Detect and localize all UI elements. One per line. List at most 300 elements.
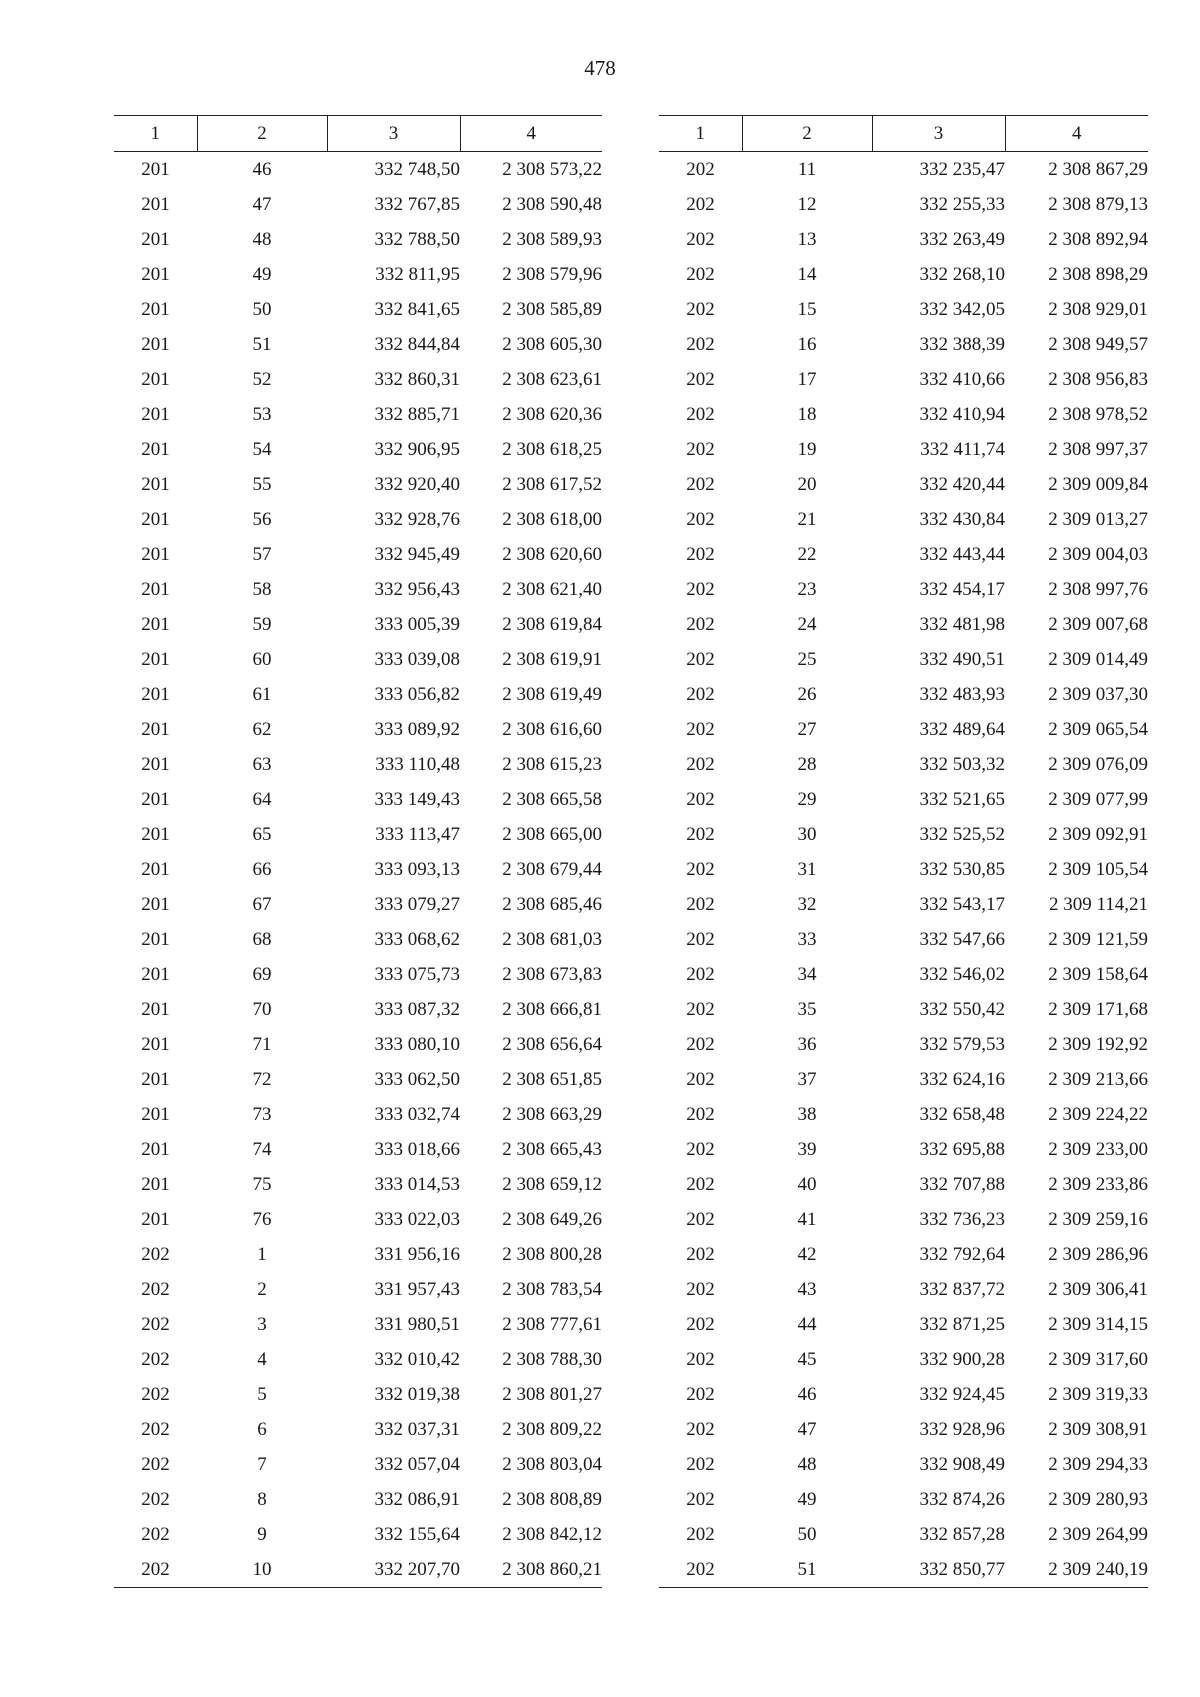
table-row: [114, 1307, 602, 1342]
coordinate-y-cell: 2 308 649,26: [502, 1208, 602, 1230]
contour-number-cell: 201: [141, 823, 170, 845]
contour-number-cell: 201: [141, 858, 170, 880]
coordinate-y-cell: 2 308 879,13: [1048, 193, 1148, 215]
coordinate-x-cell: 332 658,48: [919, 1103, 1005, 1125]
coordinate-x-cell: 332 550,42: [919, 998, 1005, 1020]
table-row: [659, 922, 1148, 957]
table-row: [659, 1552, 1148, 1588]
table-row: [114, 1167, 602, 1202]
coordinate-x-cell: 332 844,84: [374, 333, 460, 355]
table-row: [659, 1517, 1148, 1552]
contour-number-cell: 201: [141, 683, 170, 705]
point-number-cell: 54: [252, 438, 272, 460]
point-number-cell: 59: [252, 613, 272, 635]
coordinate-x-cell: 332 837,72: [919, 1278, 1005, 1300]
coordinate-y-cell: 2 309 077,99: [1048, 788, 1148, 810]
table-row: [114, 1517, 602, 1552]
coordinate-y-cell: 2 308 615,23: [502, 753, 602, 775]
coordinate-y-cell: 2 308 842,12: [502, 1523, 602, 1545]
point-number-cell: 40: [797, 1173, 817, 1195]
point-number-cell: 56: [252, 508, 272, 530]
coordinate-y-cell: 2 308 617,52: [502, 473, 602, 495]
contour-number-cell: 202: [686, 508, 715, 530]
table-row: [659, 1202, 1148, 1237]
coordinate-x-cell: 333 110,48: [375, 753, 460, 775]
coordinate-y-cell: 2 308 860,21: [460, 1552, 602, 1588]
point-number-cell: 34: [797, 963, 817, 985]
table-row: [659, 327, 1148, 362]
coordinate-y-cell: 2 309 007,68: [1048, 613, 1148, 635]
table-row: [659, 677, 1148, 712]
coordinate-y-cell: 2 309 076,09: [1048, 753, 1148, 775]
table-row: [659, 712, 1148, 747]
point-number-cell: 60: [252, 648, 272, 670]
coordinate-x-cell: 332 748,50: [374, 158, 460, 180]
coordinate-x-cell: 332 841,65: [374, 298, 460, 320]
coordinate-y-cell: 2 308 777,61: [502, 1313, 602, 1335]
coordinate-x-cell: 331 956,16: [374, 1243, 460, 1265]
coordinate-x-cell: 332 207,70: [327, 1552, 460, 1588]
coordinate-x-cell: 332 490,51: [919, 648, 1005, 670]
coordinate-x-cell: 332 235,47: [919, 158, 1005, 180]
point-number-cell: 30: [797, 823, 817, 845]
point-number-cell: 63: [252, 753, 272, 775]
coordinate-y-cell: 2 309 213,66: [1048, 1068, 1148, 1090]
table-row: [114, 1482, 602, 1517]
table-row: [659, 537, 1148, 572]
coordinate-x-cell: 332 956,43: [374, 578, 460, 600]
point-number-cell: 69: [252, 963, 272, 985]
coordinate-y-cell: 2 309 306,41: [1048, 1278, 1148, 1300]
point-number-cell: 4: [257, 1348, 267, 1370]
point-number-cell: 29: [797, 788, 817, 810]
table-row: [114, 152, 602, 188]
coordinate-y-cell: 2 308 801,27: [502, 1383, 602, 1405]
contour-number-cell: 202: [686, 648, 715, 670]
contour-number-cell: 202: [686, 1348, 715, 1370]
contour-number-cell: 201: [141, 718, 170, 740]
contour-number-cell: 201: [141, 403, 170, 425]
table-row: [114, 1377, 602, 1412]
point-number-cell: 68: [252, 928, 272, 950]
coordinate-y-cell: 2 308 681,03: [502, 928, 602, 950]
point-number-cell: 26: [797, 683, 817, 705]
coordinate-y-cell: 2 308 573,22: [502, 158, 602, 180]
contour-number-cell: 202: [686, 368, 715, 390]
contour-number-cell: 202: [686, 1418, 715, 1440]
coordinate-x-cell: 332 521,65: [919, 788, 1005, 810]
coordinate-y-cell: 2 308 666,81: [502, 998, 602, 1020]
table-row: [659, 1342, 1148, 1377]
point-number-cell: 33: [797, 928, 817, 950]
coordinate-x-cell: 332 503,32: [919, 753, 1005, 775]
contour-number-cell: 202: [686, 438, 715, 460]
table-row: [114, 502, 602, 537]
contour-number-cell: 202: [686, 1173, 715, 1195]
contour-number-cell: 202: [686, 228, 715, 250]
table-row: [114, 1027, 602, 1062]
point-number-cell: 46: [252, 158, 272, 180]
coordinate-y-cell: 2 308 590,48: [502, 193, 602, 215]
point-number-cell: 45: [797, 1348, 817, 1370]
table-row: [659, 1237, 1148, 1272]
point-number-cell: 47: [252, 193, 272, 215]
coordinate-x-cell: 332 945,49: [374, 543, 460, 565]
coordinate-y-cell: 2 308 949,57: [1048, 333, 1148, 355]
point-number-cell: 52: [252, 368, 272, 390]
point-number-cell: 15: [797, 298, 817, 320]
contour-number-cell: 202: [686, 858, 715, 880]
table-row: [659, 1447, 1148, 1482]
column-header: 1: [659, 116, 742, 152]
coordinate-x-cell: 331 957,43: [374, 1278, 460, 1300]
contour-number-cell: 202: [686, 1068, 715, 1090]
point-number-cell: 3: [257, 1313, 267, 1335]
contour-number-cell: 202: [686, 753, 715, 775]
coordinate-y-cell: 2 308 618,00: [502, 508, 602, 530]
point-number-cell: 38: [797, 1103, 817, 1125]
contour-number-cell: 202: [686, 263, 715, 285]
contour-number-cell: 202: [686, 403, 715, 425]
coordinate-y-cell: 2 308 803,04: [502, 1453, 602, 1475]
coordinate-x-cell: 333 018,66: [374, 1138, 460, 1160]
point-number-cell: 76: [252, 1208, 272, 1230]
column-header: 2: [742, 116, 872, 152]
table-row: [114, 1447, 602, 1482]
coordinate-x-cell: 332 410,94: [919, 403, 1005, 425]
coordinate-y-cell: 2 308 892,94: [1048, 228, 1148, 250]
table-row: [659, 292, 1148, 327]
table-row: [114, 1272, 602, 1307]
contour-number-cell: 202: [686, 1208, 715, 1230]
table-row: [114, 397, 602, 432]
coordinate-x-cell: 332 850,77: [872, 1552, 1005, 1588]
point-number-cell: 48: [797, 1453, 817, 1475]
coordinate-y-cell: 2 308 619,49: [502, 683, 602, 705]
coordinate-x-cell: 332 420,44: [919, 473, 1005, 495]
table-row: [114, 1342, 602, 1377]
point-number-cell: 58: [252, 578, 272, 600]
contour-number-cell: 202: [686, 473, 715, 495]
contour-number-cell: 202: [686, 823, 715, 845]
point-number-cell: 39: [797, 1138, 817, 1160]
coordinate-x-cell: 332 010,42: [374, 1348, 460, 1370]
table-row: [114, 537, 602, 572]
table-row: [114, 712, 602, 747]
point-number-cell: 31: [797, 858, 817, 880]
table-row: [114, 817, 602, 852]
contour-number-cell: 201: [141, 1138, 170, 1160]
coordinate-x-cell: 333 022,03: [374, 1208, 460, 1230]
coordinate-x-cell: 333 080,10: [374, 1033, 460, 1055]
column-header: 2: [197, 116, 327, 152]
table-row: [659, 1377, 1148, 1412]
point-number-cell: 32: [797, 893, 817, 915]
point-number-cell: 70: [252, 998, 272, 1020]
contour-number-cell: 201: [141, 263, 170, 285]
table-row: [659, 852, 1148, 887]
point-number-cell: 50: [252, 298, 272, 320]
table-row: [114, 957, 602, 992]
table-row: [114, 432, 602, 467]
coordinate-y-cell: 2 308 673,83: [502, 963, 602, 985]
coordinate-x-cell: 332 928,96: [919, 1418, 1005, 1440]
coordinate-y-cell: 2 308 800,28: [502, 1243, 602, 1265]
table-row: [114, 1412, 602, 1447]
contour-number-cell: 202: [686, 1033, 715, 1055]
table-row: [114, 362, 602, 397]
coordinate-x-cell: 332 920,40: [374, 473, 460, 495]
table-row: [114, 852, 602, 887]
table-row: [659, 187, 1148, 222]
coordinate-y-cell: 2 309 259,16: [1048, 1208, 1148, 1230]
point-number-cell: 73: [252, 1103, 272, 1125]
point-number-cell: 8: [257, 1488, 267, 1510]
coordinate-y-cell: 2 308 997,76: [1048, 578, 1148, 600]
point-number-cell: 46: [797, 1383, 817, 1405]
table-row: [114, 1237, 602, 1272]
table-row: [114, 992, 602, 1027]
coordinate-x-cell: 332 908,49: [919, 1453, 1005, 1475]
coordinate-y-cell: 2 309 233,86: [1048, 1173, 1148, 1195]
coordinate-x-cell: 332 624,16: [919, 1068, 1005, 1090]
table-row: [659, 1482, 1148, 1517]
contour-number-cell: 202: [141, 1383, 170, 1405]
table-row: [114, 922, 602, 957]
coordinate-x-cell: 332 811,95: [375, 263, 460, 285]
coordinate-y-cell: 2 309 037,30: [1048, 683, 1148, 705]
coordinate-y-cell: 2 308 665,43: [502, 1138, 602, 1160]
contour-number-cell: 201: [141, 158, 170, 180]
table-row: [659, 747, 1148, 782]
contour-number-cell: 201: [141, 508, 170, 530]
contour-number-cell: 201: [141, 1208, 170, 1230]
coordinate-x-cell: 333 093,13: [374, 858, 460, 880]
coordinate-x-cell: 333 062,50: [374, 1068, 460, 1090]
table-row: [114, 747, 602, 782]
coordinate-y-cell: 2 309 121,59: [1048, 928, 1148, 950]
coordinate-y-cell: 2 308 620,36: [502, 403, 602, 425]
coordinate-x-cell: 333 014,53: [374, 1173, 460, 1195]
coordinate-y-cell: 2 308 585,89: [502, 298, 602, 320]
point-number-cell: 55: [252, 473, 272, 495]
table-row: [659, 1167, 1148, 1202]
point-number-cell: 2: [257, 1278, 267, 1300]
coordinate-x-cell: 332 525,52: [919, 823, 1005, 845]
contour-number-cell: 202: [141, 1348, 170, 1370]
coordinate-y-cell: 2 308 659,12: [502, 1173, 602, 1195]
table-row: [659, 397, 1148, 432]
coordinate-x-cell: 332 579,53: [919, 1033, 1005, 1055]
table-row: [659, 1027, 1148, 1062]
point-number-cell: 28: [797, 753, 817, 775]
coordinate-x-cell: 332 530,85: [919, 858, 1005, 880]
coordinate-x-cell: 333 068,62: [374, 928, 460, 950]
page-number: 478: [584, 56, 616, 80]
coordinate-x-cell: 332 788,50: [374, 228, 460, 250]
coordinate-y-cell: 2 308 619,84: [502, 613, 602, 635]
point-number-cell: 37: [797, 1068, 817, 1090]
coordinate-y-cell: 2 309 264,99: [1048, 1523, 1148, 1545]
table-row: [659, 782, 1148, 817]
coordinate-y-cell: 2 309 233,00: [1048, 1138, 1148, 1160]
column-header: 4: [1005, 116, 1148, 152]
contour-number-cell: 202: [686, 1523, 715, 1545]
column-header: 3: [872, 116, 1005, 152]
table-row: [659, 1097, 1148, 1132]
point-number-cell: 1: [257, 1243, 267, 1265]
coordinate-y-cell: 2 308 679,44: [502, 858, 602, 880]
contour-number-cell: 202: [686, 613, 715, 635]
point-number-cell: 6: [257, 1418, 267, 1440]
contour-number-cell: 202: [114, 1552, 197, 1588]
contour-number-cell: 202: [141, 1488, 170, 1510]
coordinate-y-cell: 2 308 619,91: [502, 648, 602, 670]
table-row: [114, 642, 602, 677]
table-row: [659, 1307, 1148, 1342]
coordinate-y-cell: 2 309 224,22: [1048, 1103, 1148, 1125]
point-number-cell: 57: [252, 543, 272, 565]
contour-number-cell: 201: [141, 648, 170, 670]
point-number-cell: 67: [252, 893, 272, 915]
table-row: [114, 222, 602, 257]
point-number-cell: 7: [257, 1453, 267, 1475]
table-row: [114, 187, 602, 222]
contour-number-cell: 201: [141, 753, 170, 775]
contour-number-cell: 202: [141, 1418, 170, 1440]
contour-number-cell: 202: [686, 193, 715, 215]
point-number-cell: 74: [252, 1138, 272, 1160]
contour-number-cell: 202: [686, 998, 715, 1020]
coordinate-x-cell: 333 005,39: [374, 613, 460, 635]
contour-number-cell: 202: [686, 788, 715, 810]
contour-number-cell: 202: [686, 1488, 715, 1510]
point-number-cell: 47: [797, 1418, 817, 1440]
coordinate-x-cell: 332 489,64: [919, 718, 1005, 740]
coordinate-x-cell: 333 149,43: [374, 788, 460, 810]
contour-number-cell: 201: [141, 333, 170, 355]
point-number-cell: 14: [797, 263, 817, 285]
table-header-row: [659, 116, 1148, 152]
coordinate-y-cell: 2 308 898,29: [1048, 263, 1148, 285]
point-number-cell: 66: [252, 858, 272, 880]
coordinate-x-cell: 332 707,88: [919, 1173, 1005, 1195]
coordinate-x-cell: 332 483,93: [919, 683, 1005, 705]
contour-number-cell: 202: [659, 1552, 742, 1588]
point-number-cell: 49: [252, 263, 272, 285]
contour-number-cell: 201: [141, 928, 170, 950]
point-number-cell: 53: [252, 403, 272, 425]
table-row: [659, 607, 1148, 642]
coordinate-y-cell: 2 309 092,91: [1048, 823, 1148, 845]
contour-number-cell: 202: [686, 1278, 715, 1300]
table-row: [659, 1412, 1148, 1447]
coordinate-x-cell: 333 113,47: [375, 823, 460, 845]
point-number-cell: 50: [797, 1523, 817, 1545]
coordinate-x-cell: 332 057,04: [374, 1453, 460, 1475]
coordinate-x-cell: 332 481,98: [919, 613, 1005, 635]
contour-number-cell: 202: [686, 928, 715, 950]
contour-number-cell: 201: [141, 368, 170, 390]
coordinate-y-cell: 2 309 105,54: [1048, 858, 1148, 880]
table-row: [659, 152, 1148, 188]
coordinate-y-cell: 2 308 867,29: [1048, 158, 1148, 180]
coordinate-y-cell: 2 308 618,25: [502, 438, 602, 460]
coordinate-x-cell: 333 075,73: [374, 963, 460, 985]
coordinate-x-cell: 332 342,05: [919, 298, 1005, 320]
point-number-cell: 61: [252, 683, 272, 705]
contour-number-cell: 202: [686, 683, 715, 705]
coordinate-x-cell: 333 089,92: [374, 718, 460, 740]
coordinate-x-cell: 332 411,74: [920, 438, 1005, 460]
contour-number-cell: 201: [141, 193, 170, 215]
coordinate-x-cell: 332 871,25: [919, 1313, 1005, 1335]
point-number-cell: 22: [797, 543, 817, 565]
coordinate-x-cell: 332 767,85: [374, 193, 460, 215]
table-row: [114, 1132, 602, 1167]
contour-number-cell: 201: [141, 543, 170, 565]
contour-number-cell: 202: [686, 158, 715, 180]
coordinate-y-cell: 2 308 623,61: [502, 368, 602, 390]
coordinate-y-cell: 2 309 319,33: [1048, 1383, 1148, 1405]
point-number-cell: 64: [252, 788, 272, 810]
table-row: [659, 222, 1148, 257]
table-row: [659, 572, 1148, 607]
coordinate-y-cell: 2 308 808,89: [502, 1488, 602, 1510]
point-number-cell: 51: [252, 333, 272, 355]
coordinate-y-cell: 2 309 314,15: [1048, 1313, 1148, 1335]
point-number-cell: 27: [797, 718, 817, 740]
table-row: [659, 957, 1148, 992]
point-number-cell: 17: [797, 368, 817, 390]
contour-number-cell: 202: [686, 1138, 715, 1160]
contour-number-cell: 202: [686, 1313, 715, 1335]
coordinate-x-cell: 332 736,23: [919, 1208, 1005, 1230]
contour-number-cell: 201: [141, 788, 170, 810]
point-number-cell: 21: [797, 508, 817, 530]
point-number-cell: 72: [252, 1068, 272, 1090]
point-number-cell: 49: [797, 1488, 817, 1510]
contour-number-cell: 201: [141, 1103, 170, 1125]
point-number-cell: 9: [257, 1523, 267, 1545]
contour-number-cell: 202: [686, 963, 715, 985]
coordinate-x-cell: 332 695,88: [919, 1138, 1005, 1160]
coordinate-y-cell: 2 309 192,92: [1048, 1033, 1148, 1055]
coordinate-x-cell: 332 155,64: [374, 1523, 460, 1545]
coordinate-y-cell: 2 309 114,21: [1048, 893, 1148, 915]
table-row: [659, 817, 1148, 852]
coordinate-x-cell: 332 857,28: [919, 1523, 1005, 1545]
coordinate-y-cell: 2 308 579,96: [502, 263, 602, 285]
coordinate-x-cell: 332 885,71: [374, 403, 460, 425]
coordinate-x-cell: 332 263,49: [919, 228, 1005, 250]
column-header: 4: [460, 116, 602, 152]
coordinate-y-cell: 2 308 685,46: [502, 893, 602, 915]
table-row: [659, 432, 1148, 467]
table-header-row: [114, 116, 602, 152]
table-row: [659, 1132, 1148, 1167]
coordinate-y-cell: 2 309 308,91: [1048, 1418, 1148, 1440]
coordinate-x-cell: 332 410,66: [919, 368, 1005, 390]
coordinate-y-cell: 2 309 171,68: [1048, 998, 1148, 1020]
contour-number-cell: 201: [141, 613, 170, 635]
contour-number-cell: 201: [141, 893, 170, 915]
contour-number-cell: 202: [686, 578, 715, 600]
coordinate-y-cell: 2 308 788,30: [502, 1348, 602, 1370]
coordinate-y-cell: 2 308 956,83: [1048, 368, 1148, 390]
coordinate-y-cell: 2 309 004,03: [1048, 543, 1148, 565]
contour-number-cell: 202: [686, 543, 715, 565]
